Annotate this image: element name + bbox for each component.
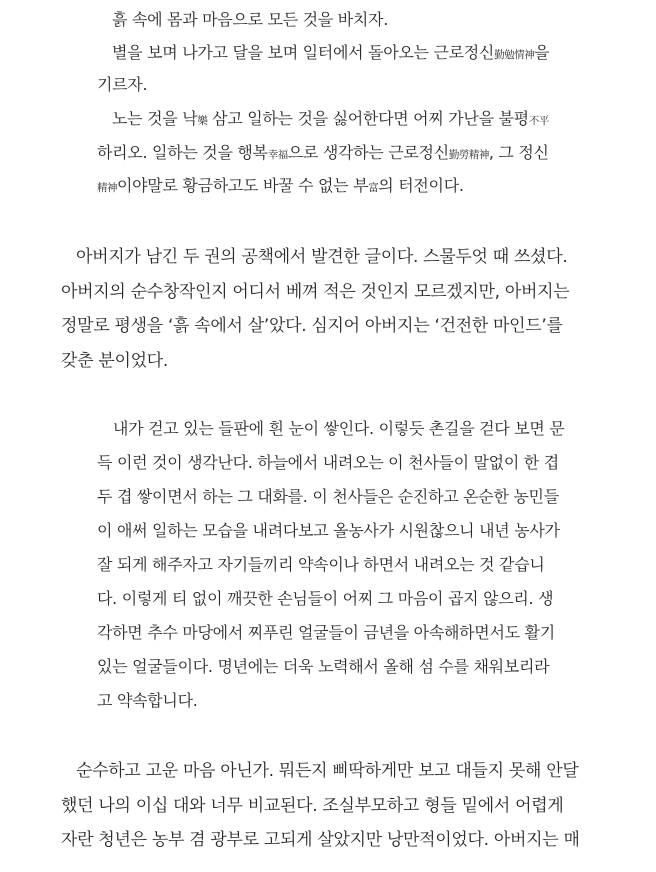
quote1-line-3: 기르자. bbox=[97, 75, 148, 94]
hanja-annotation: 勤勞精神 bbox=[448, 149, 489, 161]
text: 삼고 일하는 것을 싫어한다면 어찌 가난을 불평 bbox=[207, 109, 529, 128]
text: 으로 생각하는 근로정신 bbox=[287, 143, 449, 162]
hanja-annotation: 富 bbox=[368, 182, 379, 194]
quote2-line-5: 잘 되게 해주자고 자기들끼리 약속이나 하면서 내려오는 것 같습니 bbox=[97, 555, 545, 574]
quote1-line-6 bbox=[97, 175, 464, 199]
text: , 그 정신 bbox=[488, 143, 549, 162]
quote1-line-5 bbox=[97, 142, 549, 166]
text: 별을 보며 나가고 달을 보며 일터에서 돌아오는 근로정신 bbox=[112, 43, 495, 62]
para2-line-1: 순수하고 고운 마음 아닌가. 뭐든지 삐딱하게만 보고 대들지 못해 안달 bbox=[76, 761, 579, 781]
quote2-line-7: 각하면 추수 마당에서 찌푸린 얼굴들이 금년을 아속해하면서도 활기 bbox=[97, 623, 555, 642]
text: 의 터전이다. bbox=[378, 176, 464, 195]
quote2-line-9: 고 약속합니다. bbox=[97, 691, 198, 710]
text: 노는 것을 낙 bbox=[112, 109, 198, 128]
text: 이야말로 황금하고도 바꿀 수 없는 부 bbox=[117, 176, 369, 195]
text: 을 bbox=[534, 43, 550, 62]
para1-line-4: 갖춘 분이었다. bbox=[61, 351, 168, 371]
para1-line-2: 아버지의 순수창작인지 어디서 베껴 적은 것인지 모르겠지만, 아버지는 bbox=[61, 282, 570, 302]
quote2-line-8: 있는 얼굴들이다. 명년에는 더욱 노력해서 올해 섬 수를 채워보리라 bbox=[97, 657, 550, 676]
para2-line-2: 했던 나의 이십 대와 너무 비교된다. 조실부모하고 형들 밑에서 어렵게 bbox=[61, 796, 564, 816]
para2-line-3: 자란 청년은 농부 겸 광부로 고되게 살았지만 낭만적이었다. 아버지는 매 bbox=[61, 830, 580, 850]
para1-line-3: 정말로 평생을 ‘흙 속에서 살’았다. 심지어 아버지는 ‘건전한 마인드’를 bbox=[61, 316, 563, 336]
quote1-line-1: 흙 속에 몸과 마음으로 모든 것을 바치자. bbox=[112, 10, 388, 29]
quote2-line-4: 이 애써 일하는 모습을 내려다보고 올농사가 시원찮으니 내년 농사가 bbox=[97, 521, 560, 540]
hanja-annotation: 勤勉情神 bbox=[494, 49, 535, 61]
quote2-line-1: 내가 걷고 있는 들판에 흰 눈이 쌓인다. 이렇듯 촌길을 걷다 보면 문 bbox=[113, 419, 565, 438]
hanja-annotation: 精神 bbox=[97, 182, 117, 194]
hanja-annotation: 幸福 bbox=[267, 149, 288, 161]
quote2-line-2: 득 이런 것이 생각난다. 하늘에서 내려오는 이 천사들이 말없이 한 겹 bbox=[97, 453, 559, 472]
quote1-line-4 bbox=[112, 108, 549, 132]
text: 하리오. 일하는 것을 행복 bbox=[97, 143, 268, 162]
hanja-annotation: 不平 bbox=[528, 115, 549, 127]
para1-line-1: 아버지가 남긴 두 권의 공책에서 발견한 글이다. 스물두엇 때 쓰셨다. bbox=[76, 247, 568, 267]
quote2-line-3: 두 겹 쌓이면서 하는 그 대화를. 이 천사들은 순진하고 온순한 농민들 bbox=[97, 487, 559, 506]
quote2-line-6: 다. 이렇게 티 없이 깨끗한 손님들이 어찌 그 마음이 곱지 않으리. 생 bbox=[97, 589, 554, 608]
hanja-annotation: 樂 bbox=[197, 115, 208, 127]
quote1-line-2 bbox=[112, 42, 549, 66]
